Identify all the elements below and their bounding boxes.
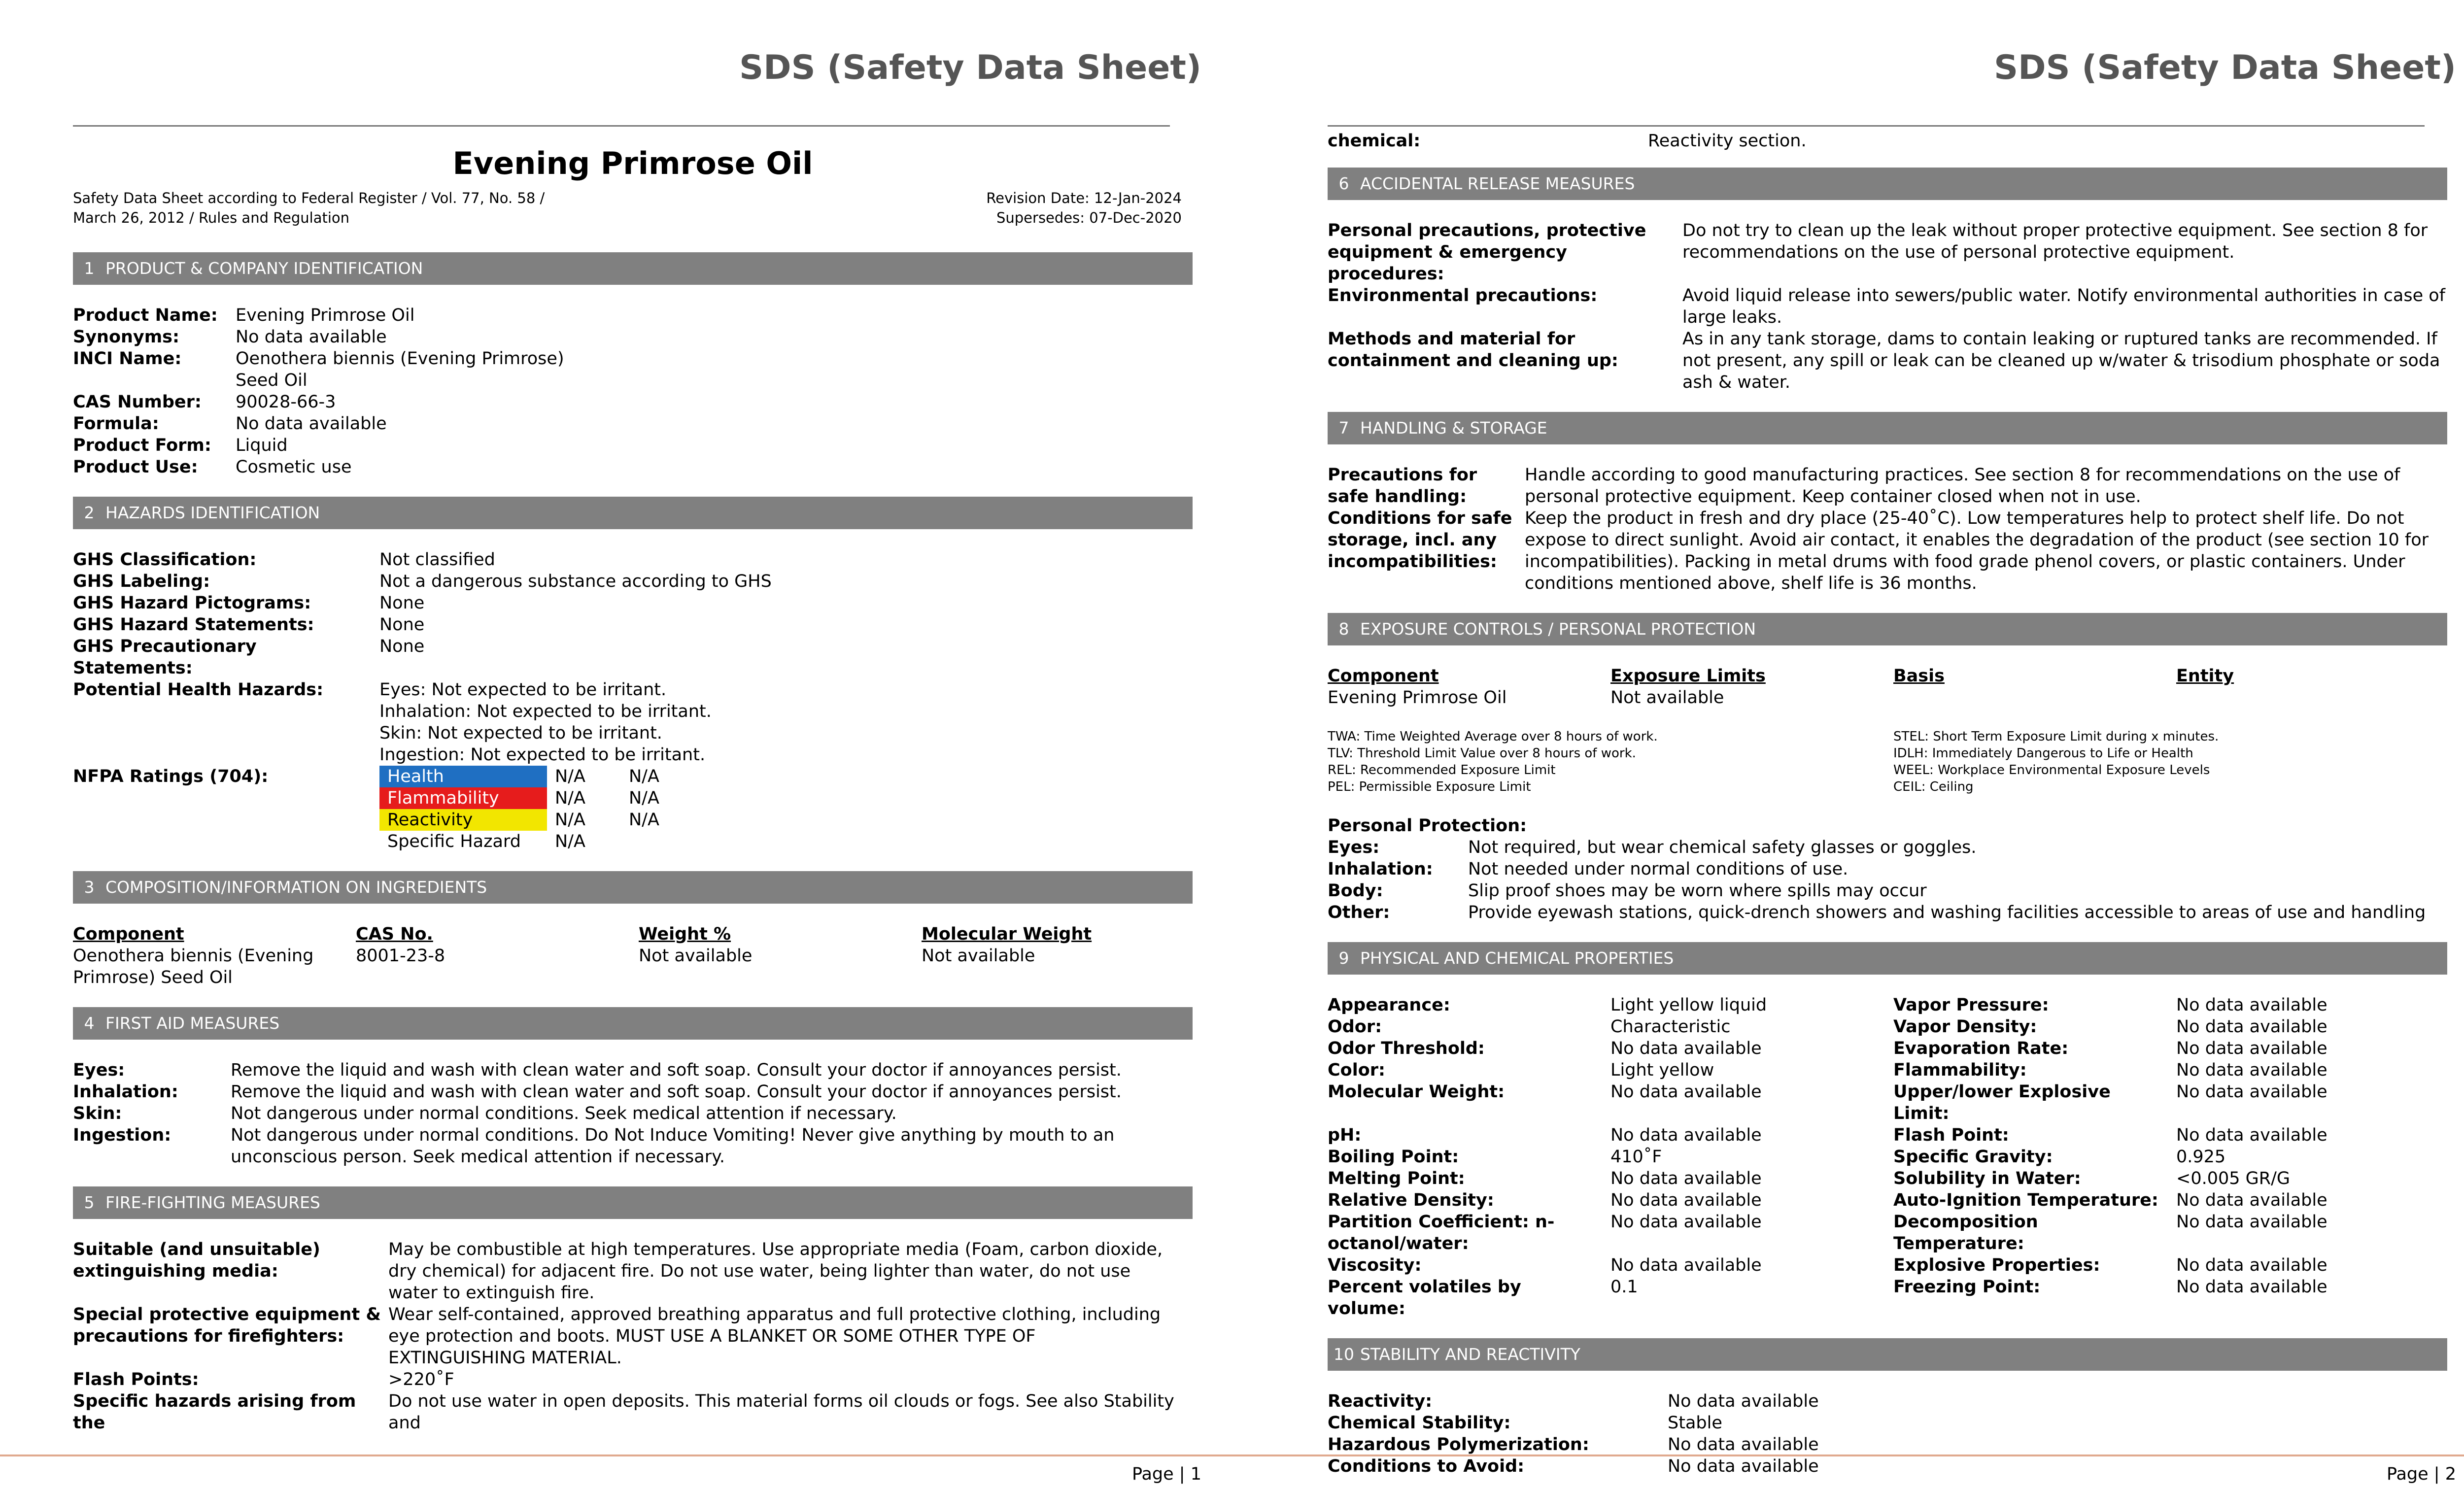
- table-cell: [2176, 687, 2459, 709]
- field-value: Light yellow liquid: [1610, 995, 1767, 1015]
- column-header: Weight %: [639, 924, 731, 944]
- field-value: Not dangerous under normal conditions. Seek medical attention if necessary.: [231, 1104, 897, 1123]
- header-title: SDS (Safety Data Sheet): [739, 48, 1201, 87]
- section-1-header: 1 PRODUCT & COMPANY IDENTIFICATION: [73, 252, 1193, 285]
- field-label: Odor Threshold:: [1328, 1039, 1485, 1058]
- field-label: Skin:: [73, 1104, 122, 1123]
- field-value: Stable: [1668, 1413, 1722, 1433]
- field-value: Remove the liquid and wash with clean water and soft soap. Consult your doctor if annoyances persist.: [231, 1060, 1122, 1080]
- field-value: Not a dangerous substance according to GHS: [379, 572, 772, 591]
- field-label: Formula:: [73, 414, 159, 434]
- header-title: SDS (Safety Data Sheet): [1994, 48, 2456, 87]
- field-label: Eyes:: [1328, 838, 1380, 857]
- accidental-release-measures: [1328, 220, 2447, 393]
- field-label: Body:: [1328, 881, 1383, 901]
- health-hazards-label: Potential Health Hazards:: [73, 680, 324, 700]
- column-header: Entity: [2176, 666, 2234, 686]
- field-value: No data available: [1668, 1391, 1819, 1411]
- field-label: GHS Hazard Pictograms:: [73, 593, 311, 613]
- field-value: No data available: [2176, 1277, 2327, 1297]
- field-value: No data available: [2176, 1082, 2327, 1102]
- field-value: >220˚F: [388, 1370, 454, 1389]
- field-label: GHS Precautionary Statements:: [73, 637, 257, 678]
- field-value: Liquid: [236, 436, 288, 455]
- exposure-limits-table: [1328, 665, 2447, 709]
- field-label: Melting Point:: [1328, 1169, 1465, 1188]
- field-label: chemical:: [1328, 131, 1421, 151]
- field-value: 0.925: [2176, 1147, 2226, 1167]
- page-2: [1255, 0, 2464, 1488]
- section-4-header: 4 FIRST AID MEASURES: [73, 1007, 1193, 1040]
- field-label: Inhalation:: [73, 1082, 178, 1102]
- column-header: Basis: [1893, 666, 1945, 686]
- field-value: No data available: [1610, 1255, 1762, 1275]
- field-label: Appearance:: [1328, 995, 1450, 1015]
- field-value: 410˚F: [1610, 1147, 1662, 1167]
- field-value: Not required, but wear chemical safety glasses or goggles.: [1468, 838, 1977, 857]
- supersedes-date: Supersedes: 07-Dec-2020: [996, 209, 1182, 226]
- stability-reactivity: [1328, 1390, 2447, 1477]
- field-label: Eyes:: [73, 1060, 125, 1080]
- section-3-header: 3 COMPOSITION/INFORMATION ON INGREDIENTS: [73, 871, 1193, 904]
- nfpa-health-label: Health: [379, 766, 547, 787]
- page-number: Page | 2: [2386, 1464, 2456, 1484]
- field-value: May be combustible at high temperatures. Use appropriate media (Foam, carbon dioxide, dry chemical) for adjacent fire. Do not use water, being lighter than water, do not use water to extinguish fire.: [388, 1240, 1163, 1303]
- section-10-header: 10 STABILITY AND REACTIVITY: [1328, 1338, 2447, 1371]
- section-5-header: 5 FIRE-FIGHTING MEASURES: [73, 1186, 1193, 1219]
- product-identification: [73, 304, 1193, 478]
- field-label: Vapor Density:: [1893, 1017, 2037, 1037]
- field-label: Chemical Stability:: [1328, 1413, 1511, 1433]
- field-label: Solubility in Water:: [1893, 1169, 2081, 1188]
- section-6-header: 6 ACCIDENTAL RELEASE MEASURES: [1328, 168, 2447, 200]
- table-cell: 8001-23-8: [356, 946, 445, 966]
- field-label: Specific hazards arising from the: [73, 1391, 356, 1433]
- field-value: 0.1: [1610, 1277, 1638, 1297]
- table-cell: Oenothera biennis (Evening Primrose) Seed Oil: [73, 946, 314, 987]
- hazards-identification: [73, 549, 1193, 852]
- nfpa-flammability-label: Flammability: [379, 787, 547, 809]
- field-label: GHS Classification:: [73, 550, 257, 570]
- field-value: Do not use water in open deposits. This material forms oil clouds or fogs. See also Stability and: [388, 1391, 1174, 1433]
- field-value: Not dangerous under normal conditions. Do Not Induce Vomiting! Never give anything by mouth to an unconscious person. Seek medical attention if necessary.: [231, 1125, 1115, 1167]
- field-label: Product Use:: [73, 457, 198, 477]
- field-value: None: [379, 615, 425, 635]
- header-divider: [1328, 125, 2425, 127]
- field-label: Specific Gravity:: [1893, 1147, 2053, 1167]
- field-label: Conditions to Avoid:: [1328, 1456, 1525, 1476]
- field-label: Flash Points:: [73, 1370, 199, 1389]
- section-2-header: 2 HAZARDS IDENTIFICATION: [73, 497, 1193, 529]
- field-value: Not needed under normal conditions of use.: [1468, 859, 1848, 879]
- field-label: GHS Hazard Statements:: [73, 615, 314, 635]
- field-value: No data available: [1610, 1125, 1762, 1145]
- field-value: Provide eyewash stations, quick-drench showers and washing facilities accessible to areas of use and handling: [1468, 903, 2426, 922]
- first-aid-measures: [73, 1059, 1193, 1168]
- field-label: Partition Coefficient: n-octanol/water:: [1328, 1212, 1555, 1253]
- field-value: No data available: [1668, 1456, 1819, 1476]
- field-value: No data available: [2176, 1039, 2327, 1058]
- page-1-content: [73, 145, 1193, 1434]
- nfpa-reactivity-label: Reactivity: [379, 809, 547, 831]
- field-label: Other:: [1328, 903, 1390, 922]
- column-header: Exposure Limits: [1610, 666, 1766, 686]
- field-value: No data available: [1668, 1435, 1819, 1454]
- page-number: Page | 1: [1131, 1464, 1201, 1484]
- field-value: Wear self-contained, approved breathing apparatus and full protective clothing, including eye protection and boots. MUST USE A BLANKET OR SOME OTHER TYPE OF EXTINGUISHING MATERIAL.: [388, 1305, 1161, 1368]
- field-value: Not classified: [379, 550, 495, 570]
- nfpa-label: NFPA Ratings (704):: [73, 767, 269, 786]
- field-value: Evening Primrose Oil: [236, 305, 415, 325]
- field-value: Slip proof shoes may be worn where spills may occur: [1468, 881, 1927, 901]
- field-value: No data available: [1610, 1212, 1762, 1232]
- field-value: As in any tank storage, dams to contain leaking or ruptured tanks are recommended. If not present, any spill or leak can be cleaned up w/water & trisodium phosphate or soda ash & water.: [1682, 329, 2440, 392]
- table-cell: Not available: [1610, 688, 1724, 708]
- footer-divider: [1255, 1454, 2464, 1456]
- field-value: No data available: [236, 327, 387, 347]
- table-cell: Not available: [922, 946, 1035, 966]
- field-value: Light yellow: [1610, 1060, 1714, 1080]
- field-label: Inhalation:: [1328, 859, 1433, 879]
- field-value: Oenothera biennis (Evening Primrose) Seed Oil: [236, 349, 564, 390]
- field-value: None: [379, 593, 425, 613]
- field-label: Product Name:: [73, 305, 218, 325]
- field-label: Vapor Pressure:: [1893, 995, 2049, 1015]
- field-label: Precautions for safe handling:: [1328, 465, 1477, 507]
- field-value: No data available: [236, 414, 387, 434]
- field-label: Decomposition Temperature:: [1893, 1212, 2038, 1253]
- field-label: Ingestion:: [73, 1125, 171, 1145]
- section-7-header: 7 HANDLING & STORAGE: [1328, 412, 2447, 444]
- section-8-header: 8 EXPOSURE CONTROLS / PERSONAL PROTECTION: [1328, 613, 2447, 645]
- field-label: Color:: [1328, 1060, 1386, 1080]
- column-header: CAS No.: [356, 924, 433, 944]
- field-value: <0.005 GR/G: [2176, 1169, 2291, 1188]
- field-value: Characteristic: [1610, 1017, 1731, 1037]
- field-value: No data available: [2176, 1017, 2327, 1037]
- field-label: CAS Number:: [73, 392, 202, 412]
- field-value: Reactivity section.: [1648, 131, 1807, 151]
- field-label: Molecular Weight:: [1328, 1082, 1505, 1102]
- field-label: Hazardous Polymerization:: [1328, 1435, 1589, 1454]
- field-value: No data available: [1610, 1190, 1762, 1210]
- field-value: No data available: [1610, 1169, 1762, 1188]
- handling-storage: [1328, 464, 2447, 594]
- continued-hazards: [1328, 130, 2447, 152]
- field-label: Synonyms:: [73, 327, 180, 347]
- column-header: Molecular Weight: [922, 924, 1092, 944]
- field-label: INCI Name:: [73, 349, 182, 369]
- field-value: No data available: [2176, 1255, 2327, 1275]
- nfpa-ratings: Health N/A N/A Flammability N/A N/A Reactivity N/A N/A Specific Hazard N/A: [379, 766, 1119, 852]
- field-label: Boiling Point:: [1328, 1147, 1459, 1167]
- personal-protection-heading: Personal Protection:: [1328, 816, 1527, 836]
- table-cell: [1893, 687, 2176, 709]
- document-meta: [73, 188, 1193, 234]
- abbreviations: TWA: Time Weighted Average over 8 hours of work. TLV: Threshold Limit Value over 8 hours of work. REL: Recommended Exposure Limit PEL: Permissible Exposure Limit STEL: Short Term Exposure Limit during x minutes. IDLH: Immediately Dangerous to Life or Health WEEL: Workplace Environmental Exposure Levels CEIL: Ceiling: [1328, 729, 2219, 794]
- table-cell: Not available: [639, 946, 753, 966]
- field-label: Explosive Properties:: [1893, 1255, 2100, 1275]
- field-label: Percent volatiles by volume:: [1328, 1277, 1521, 1319]
- field-label: Suitable (and unsuitable) extinguishing media:: [73, 1240, 320, 1281]
- field-label: Personal precautions, protective equipment & emergency procedures:: [1328, 221, 1646, 284]
- section-9-header: 9 PHYSICAL AND CHEMICAL PROPERTIES: [1328, 942, 2447, 975]
- composition-table: [73, 923, 1193, 988]
- meta-regulation-line-2: March 26, 2012 / Rules and Regulation: [73, 209, 350, 226]
- field-value: No data available: [1610, 1039, 1762, 1058]
- fire-fighting-measures: [73, 1239, 1193, 1434]
- field-value: No data available: [2176, 995, 2327, 1015]
- field-value: Handle according to good manufacturing practices. See section 8 for recommendations on the use of personal protective equipment. Keep container closed when not in use.: [1525, 465, 2400, 507]
- field-label: Conditions for safe storage, incl. any incompatibilities:: [1328, 508, 1512, 572]
- field-label: Relative Density:: [1328, 1190, 1494, 1210]
- physical-properties: [1328, 994, 2447, 1319]
- field-value: No data available: [2176, 1212, 2327, 1232]
- field-value: Keep the product in fresh and dry place (25-40˚C). Low temperatures help to protect shelf life. Do not expose to direct sunlight. Avoid air contact, it enables the degradation of the product (see section 10 for incompatibilities). Packing in metal drums with food grade phenol covers, or plastic containers. Under conditions mentioned above, shelf life is 36 months.: [1525, 508, 2429, 593]
- field-label: GHS Labeling:: [73, 572, 210, 591]
- field-label: Product Form:: [73, 436, 211, 455]
- document-title: Evening Primrose Oil: [452, 145, 813, 181]
- field-label: Upper/lower Explosive Limit:: [1893, 1082, 2111, 1123]
- field-value: None: [379, 637, 425, 656]
- field-label: Special protective equipment & precautions for firefighters:: [73, 1305, 381, 1346]
- field-value: No data available: [2176, 1060, 2327, 1080]
- field-label: Reactivity:: [1328, 1391, 1433, 1411]
- health-hazards-list: Eyes: Not expected to be irritant. Inhalation: Not expected to be irritant. Skin: Not expected to be irritant. Ingestion: Not expected to be irritant.: [379, 680, 712, 765]
- field-value: No data available: [2176, 1190, 2327, 1210]
- field-label: Evaporation Rate:: [1893, 1039, 2069, 1058]
- field-label: Flammability:: [1893, 1060, 2027, 1080]
- field-label: Odor:: [1328, 1017, 1382, 1037]
- field-value: No data available: [2176, 1125, 2327, 1145]
- personal-protection: [1328, 837, 2447, 923]
- meta-regulation-line-1: Safety Data Sheet according to Federal Register / Vol. 77, No. 58 /: [73, 190, 545, 206]
- field-label: pH:: [1328, 1125, 1362, 1145]
- column-header: Component: [73, 924, 184, 944]
- field-value: Do not try to clean up the leak without proper protective equipment. See section 8 for recommendations on the use of personal protective equipment.: [1682, 221, 2428, 262]
- page-2-content: [1328, 130, 2447, 1477]
- field-value: Remove the liquid and wash with clean water and soft soap. Consult your doctor if annoyances persist.: [231, 1082, 1122, 1102]
- table-cell: Evening Primrose Oil: [1328, 688, 1507, 708]
- nfpa-specific-hazard-label: Specific Hazard: [387, 832, 521, 851]
- header-divider: [73, 125, 1170, 127]
- column-header: Component: [1328, 666, 1439, 686]
- field-label: Methods and material for containment and cleaning up:: [1328, 329, 1618, 371]
- field-value: No data available: [1610, 1082, 1762, 1102]
- field-label: Environmental precautions:: [1328, 286, 1598, 305]
- field-value: 90028-66-3: [236, 392, 336, 412]
- revision-date: Revision Date: 12-Jan-2024: [986, 190, 1182, 206]
- footer-divider: [0, 1454, 1255, 1456]
- field-label: Flash Point:: [1893, 1125, 2009, 1145]
- field-label: Viscosity:: [1328, 1255, 1422, 1275]
- field-label: Freezing Point:: [1893, 1277, 2041, 1297]
- field-value: Avoid liquid release into sewers/public water. Notify environmental authorities in case of large leaks.: [1682, 286, 2445, 327]
- field-value: Cosmetic use: [236, 457, 352, 477]
- field-label: Auto-Ignition Temperature:: [1893, 1190, 2158, 1210]
